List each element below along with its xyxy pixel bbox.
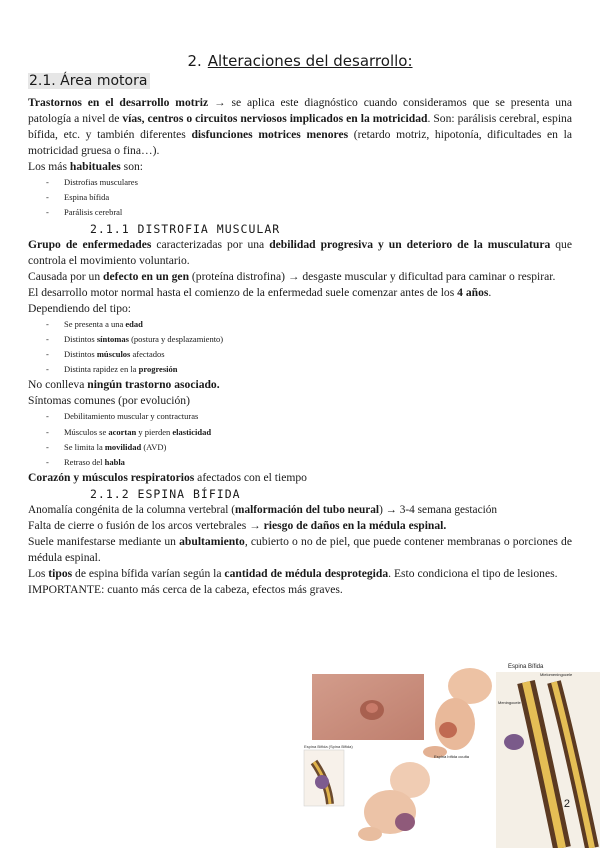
small-spine-diagram [304,744,353,806]
distrofia-p1 [28,237,572,269]
text: . [488,285,492,299]
bold-text: abultamiento [179,535,245,549]
section-title [0,52,600,70]
bold-text: malformación del tubo neural [235,504,380,517]
baby-illustration-top [423,668,492,758]
section-title-text: Alteraciones del desarrollo: [207,52,413,70]
intro-text: se aplica este diagnóstico cuando consideramos que se presenta una patología a nivel de [28,96,573,125]
section-number: 2. [187,52,202,70]
bold-text: ningún trastorno asociado. [87,378,220,392]
bold-text: defecto en un gen [103,269,190,283]
page-number: 2 [563,798,570,810]
distrofia-p7 [28,470,572,486]
bold-text: tipos [48,567,73,581]
baby-illustration-bottom [358,762,430,841]
intro-arrow: → [208,96,232,109]
text: Distintos [64,333,97,344]
list-item [46,332,572,347]
text: afectados [130,349,165,360]
tipo-list [28,317,572,378]
bold-text: elasticidad [172,426,212,437]
intro-text: . Son: parálisis cerebral, espina bífida, etc. y también diferentes [28,112,573,141]
intro-paragraph [28,95,572,159]
text: (AVD) [141,441,167,452]
text: El desarrollo motor normal hasta el comienzo de la enfermedad suele comenzar antes de los [28,285,458,299]
heading-distrofia: 2.1.1 DISTROFIA MUSCULAR [90,221,281,236]
espina-p3 [28,534,572,566]
text: (postura y desplazamiento) [128,333,224,344]
distrofia-p4: Dependiendo del tipo: [28,301,132,315]
skin-lesion-photo [312,674,424,740]
text: Anomalía congénita de la columna vertebral ( [28,504,236,517]
small-caption: Espina Bífida (Spina Bifida) [304,744,353,749]
label-oculta: Espina bífida oculta [434,754,469,759]
espina-p4 [28,566,572,582]
bold-text: Grupo de enfermedades [28,237,152,251]
bold-text: debilidad progresiva y un deterioro de la musculatura [269,237,551,251]
distrofia-p5 [28,377,572,393]
list-item: - Distrofias musculares [46,175,572,190]
text: Los más [28,160,70,173]
espina-p5: IMPORTANTE: cuanto más cerca de la cabeza, efectos más graves. [28,583,343,597]
bold-text: cantidad de médula desprotegida [224,567,389,581]
text: que controla el movimiento voluntario. [28,237,573,267]
distrofia-p6: Síntomas comunes (por evolución) [28,394,190,408]
espina-p2 [28,518,572,534]
text: (proteína distrofina) → desgaste muscular y dificultad para caminar o respirar. [189,269,556,283]
intro-bold: disfunciones motrices menores [191,128,349,141]
text: Distinta rapidez en la [64,364,139,375]
subsection-heading: 2.1. Área motora [28,73,150,89]
text: Músculos se [64,426,109,437]
text: Suele manifestarse mediante un [28,535,180,549]
list-item [46,425,572,440]
list-item [46,362,572,377]
bold-text: síntomas [96,333,129,344]
text: y pierden [136,426,173,437]
bold-text: acortan [108,426,137,437]
sintomas-list [28,409,572,470]
label-espina-bifida: Espina Bífida [508,664,544,670]
text: , cubierto o no de piel, que puede contener membranas o porciones de médula espinal. [28,535,572,565]
list-item [46,347,572,362]
list-item: - Debilitamiento muscular y contracturas [46,409,572,424]
text: No conlleva [28,378,88,392]
list-item [46,440,572,455]
distrofia-p2 [28,269,572,285]
text: afectados con el tiempo [194,471,307,485]
bold-text: progresión [138,364,178,375]
text: . Esto condiciona el tipo de lesiones. [388,567,558,581]
intro-bold: vías, centros o circuitos nerviosos implicados en la motricidad [122,112,428,125]
text: Se presenta a una [64,318,126,329]
text: ) → 3-4 semana gestación [379,504,498,517]
habituales-list [28,175,572,221]
bold-text: riesgo de daños en la médula espinal. [263,519,447,533]
text: caracterizadas por una [151,237,270,251]
list-item [46,455,572,470]
list-item [46,317,572,332]
bold-text: edad [125,318,143,329]
espina-p1 [28,502,572,518]
content-body [28,95,572,598]
text: Retraso del [64,457,105,468]
bold-text: movilidad [104,441,142,452]
bold-text: habla [104,457,125,468]
bold-text: músculos [96,349,131,360]
heading-espina: 2.1.2 ESPINA BÍFIDA [90,487,241,502]
bold-text: Corazón y músculos respiratorios [28,471,195,485]
label-mielomeningocele: Mielomeningocele [540,672,573,677]
bold-text: habituales [69,160,121,173]
text: Causada por un [28,269,104,283]
intro-text: (retardo motriz, hipotonía, dificultades en la motricidad gruesa o fina…). [28,128,572,157]
label-meningocele: Meningocele [498,700,521,705]
text: son: [120,160,144,173]
intro-term: Trastornos en el desarrollo motriz [28,96,209,109]
text: Distintos [64,349,97,360]
text: Se limita la [64,441,105,452]
text: de espina bífida varían según la [72,567,225,581]
list-item: - Espina bífida [46,190,572,205]
list-item: - Parálisis cerebral [46,205,572,220]
text: Los [28,567,49,581]
distrofia-p3 [28,285,572,301]
spina-bifida-illustrations [300,664,600,848]
text: Falta de cierre o fusión de los arcos vertebrales → [28,519,264,533]
habituales-line [28,159,572,175]
bold-text: 4 años [457,285,489,299]
